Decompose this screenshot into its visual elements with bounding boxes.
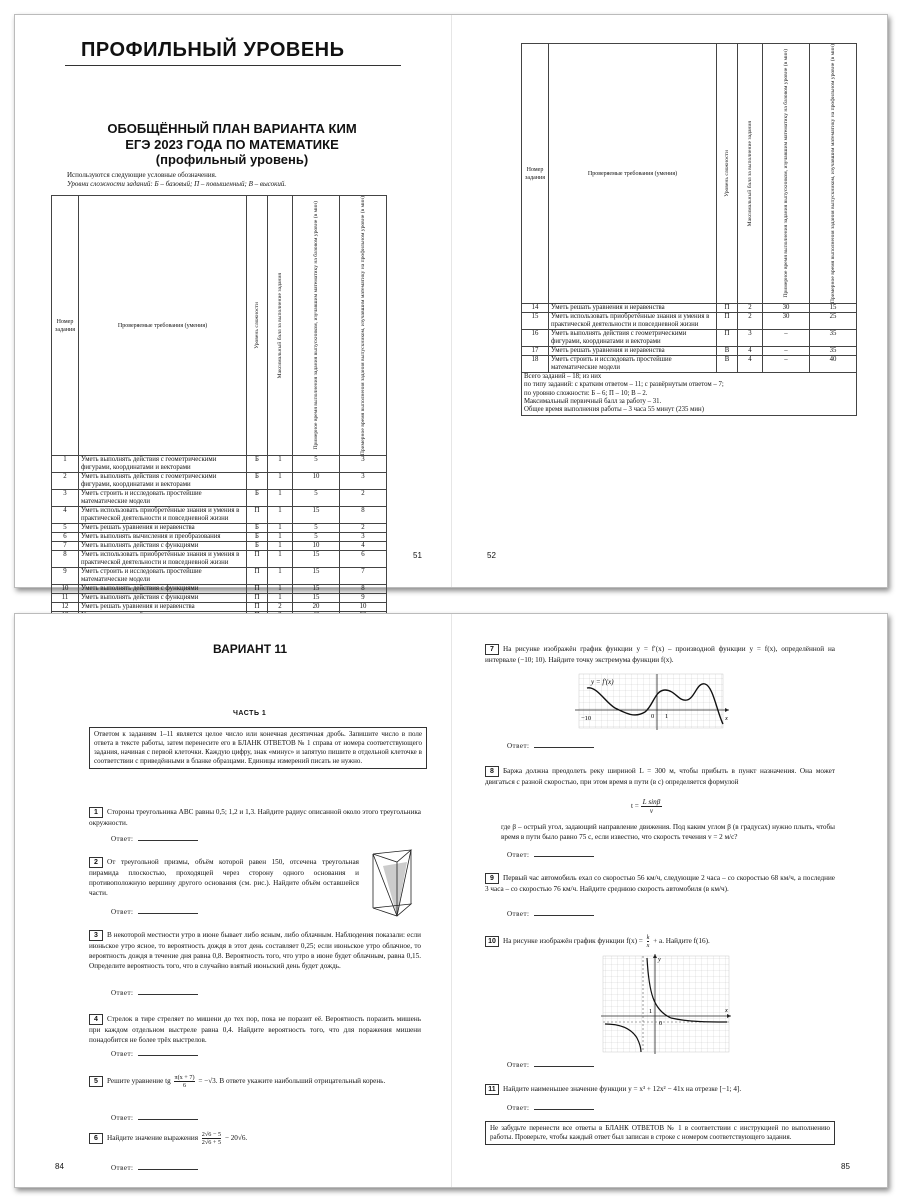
table-row bbox=[52, 533, 387, 542]
page-heading: ПРОФИЛЬНЫЙ УРОВЕНЬ bbox=[81, 39, 345, 61]
answer-field[interactable] bbox=[507, 742, 594, 750]
time-prof-cell: 8 bbox=[340, 585, 387, 594]
time-base-cell: 15 bbox=[293, 507, 340, 524]
level-cell: Б bbox=[247, 456, 268, 473]
time-prof-cell: 3 bbox=[340, 533, 387, 542]
task-number-cell: 4 bbox=[52, 507, 79, 524]
answer-line[interactable] bbox=[534, 1109, 594, 1110]
col-header-maxscore: Максимальный балл за выполнение задания bbox=[746, 120, 753, 227]
col-header-time-base: Примерное время выполнения задания выпускником, изучавшим математику на базовом уровне (в мин) bbox=[782, 49, 789, 298]
time-base-cell: 5 bbox=[293, 524, 340, 533]
answer-line[interactable] bbox=[138, 913, 198, 914]
summary-line: Общее время выполнения работы – 3 часа 55 минут (235 мин) bbox=[524, 406, 704, 414]
table-summary bbox=[522, 373, 857, 415]
requirement-cell: Уметь использовать приобретённые знания и умения в практической деятельности и повседневной жизни bbox=[79, 551, 247, 568]
graph-tick-zero: 0 bbox=[651, 713, 655, 720]
answer-label: Ответ: bbox=[507, 1104, 530, 1112]
table-row bbox=[52, 568, 387, 585]
level-cell: В bbox=[717, 356, 738, 373]
answer-line[interactable] bbox=[534, 915, 594, 916]
graph-tick-zero: 0 bbox=[659, 1020, 663, 1027]
maxscore-cell: 4 bbox=[738, 347, 763, 356]
hyperbola-graph bbox=[599, 952, 733, 1056]
task-8-continued bbox=[501, 822, 835, 842]
task-text: На рисунке изображён график функции y = f′(x) – производной функции y = f(x), определённой на интервале (−10; 10). Найдите точку экстремума функции f(x). bbox=[485, 645, 835, 664]
time-base-cell: 30 bbox=[763, 313, 810, 330]
time-prof-cell: 25 bbox=[810, 313, 857, 330]
col-header-time-prof: Примерное время выполнения задания выпускником, изучавшим математику на профильном уровне (в мин) bbox=[829, 44, 836, 304]
maxscore-cell: 1 bbox=[268, 524, 293, 533]
table-row bbox=[52, 585, 387, 594]
task-text: Первый час автомобиль ехал со скоростью 56 км/ч, следующие 2 часа – со скоростью 68 км/ч, а последние 3 часа – со скоростью 76 км/ч. Найдите среднюю скорость автомобиля (в км/ч). bbox=[485, 874, 835, 893]
answer-label: Ответ: bbox=[111, 908, 134, 916]
task-number-cell: 17 bbox=[522, 347, 549, 356]
table-row bbox=[52, 594, 387, 603]
fraction bbox=[647, 934, 650, 949]
maxscore-cell: 1 bbox=[268, 542, 293, 551]
fraction-numerator: 2√6 − 5 bbox=[201, 1131, 222, 1138]
task-number-cell: 7 bbox=[52, 542, 79, 551]
task-number-cell: 6 bbox=[52, 533, 79, 542]
task-3 bbox=[89, 930, 421, 971]
requirement-cell: Уметь выполнять действия с функциями bbox=[79, 594, 247, 603]
task-1 bbox=[89, 807, 421, 828]
task-number: 9 bbox=[485, 873, 499, 884]
level-cell: Б bbox=[247, 473, 268, 490]
requirement-cell: Уметь выполнять вычисления и преобразования bbox=[79, 533, 247, 542]
answer-field[interactable] bbox=[507, 1061, 594, 1069]
time-prof-cell: 10 bbox=[340, 603, 387, 612]
maxscore-cell: 2 bbox=[268, 603, 293, 612]
requirement-cell: Уметь решать уравнения и неравенства bbox=[549, 347, 717, 356]
maxscore-cell: 3 bbox=[738, 330, 763, 347]
fraction bbox=[174, 1074, 194, 1089]
requirement-cell: Уметь решать уравнения и неравенства bbox=[79, 603, 247, 612]
time-prof-cell: 8 bbox=[340, 507, 387, 524]
answer-label: Ответ: bbox=[507, 1061, 530, 1069]
task-text: Стороны треугольника ABC равны 0,5; 1,2 и 1,3. Найдите радиус описанной около этого треугольника окружности. bbox=[89, 808, 421, 827]
answer-label: Ответ: bbox=[111, 1164, 134, 1172]
fraction-numerator: k bbox=[646, 934, 650, 941]
plan-table-left bbox=[51, 195, 387, 629]
time-base-cell: 15 bbox=[293, 585, 340, 594]
task-number-cell: 14 bbox=[522, 304, 549, 313]
graph-axis-y: y bbox=[658, 956, 661, 963]
fraction-numerator: L sinβ bbox=[642, 798, 661, 806]
table-row bbox=[522, 356, 857, 373]
task-11 bbox=[485, 1084, 835, 1095]
summary-line: Всего заданий – 18; из них bbox=[524, 373, 602, 381]
task-number-cell: 9 bbox=[52, 568, 79, 585]
graph-axis-x: x bbox=[725, 715, 728, 722]
task-text-post: − 20√6. bbox=[224, 1134, 248, 1143]
task-6 bbox=[89, 1131, 421, 1146]
time-base-cell: – bbox=[763, 356, 810, 373]
level-cell: П bbox=[247, 551, 268, 568]
table-row bbox=[52, 456, 387, 473]
time-base-cell: 5 bbox=[293, 533, 340, 542]
time-base-cell: 5 bbox=[293, 456, 340, 473]
time-prof-cell: 9 bbox=[340, 594, 387, 603]
task-text: В некоторой местности утро в июне бывает либо ясным, либо облачным. Наблюдения показали: если июньское утро ясное, то вероятность дождя в этот день составляет 0,25; если июньское утро облачное, то вероятность дождя в течение дня равна 0,8. Вероятность того, что утро в июне будет облачным, равна 0,15. Определите вероятность того, что в случайно взятый июньский день будет дождь. bbox=[89, 931, 421, 970]
task-5 bbox=[89, 1074, 421, 1089]
level-cell: П bbox=[717, 313, 738, 330]
table-row bbox=[522, 313, 857, 330]
task-number-cell: 8 bbox=[52, 551, 79, 568]
answer-field[interactable] bbox=[111, 835, 198, 843]
requirement-cell: Уметь использовать приобретённые знания и умения в практической деятельности и повседневной жизни bbox=[79, 507, 247, 524]
answer-line[interactable] bbox=[534, 1066, 594, 1067]
final-note-box: Не забудьте перенести все ответы в БЛАНК ОТВЕТОВ № 1 в соответствии с инструкцией по выполнению работы. Проверьте, чтобы каждый ответ был записан в строке с номером соответствующего задания. bbox=[485, 1121, 835, 1145]
page-number: 84 bbox=[55, 1162, 64, 1171]
col-header-num: Номер задания bbox=[52, 196, 79, 456]
time-prof-cell: 15 bbox=[810, 304, 857, 313]
col-header-time-prof: Примерное время выполнения задания выпускником, изучавшим математику на профильном уровне (в мин) bbox=[359, 196, 366, 456]
page-gutter bbox=[451, 614, 452, 1187]
summary-line: Максимальный первичный балл за работу – 31. bbox=[524, 398, 662, 406]
time-base-cell: 10 bbox=[293, 473, 340, 490]
time-base-cell: – bbox=[763, 347, 810, 356]
requirement-cell: Уметь выполнять действия с геометрическими фигурами, координатами и векторами bbox=[79, 473, 247, 490]
maxscore-cell: 2 bbox=[738, 304, 763, 313]
table-row bbox=[52, 542, 387, 551]
task-text-post: + a. Найдите f(16). bbox=[653, 937, 710, 946]
task-number: 8 bbox=[485, 766, 499, 777]
answer-field[interactable] bbox=[111, 908, 198, 916]
task-number: 3 bbox=[89, 930, 103, 941]
graph-label: y = f′(x) bbox=[591, 678, 614, 686]
time-base-cell: 10 bbox=[293, 542, 340, 551]
task-text: где β – острый угол, задающий направление движения. Под каким углом β (в градусах) нужно плыть, чтобы время в пути было равно 75 с, если известно, что скорость течения v = 2 м/с? bbox=[501, 823, 835, 841]
intro-text bbox=[67, 171, 407, 189]
answer-line[interactable] bbox=[138, 840, 198, 841]
maxscore-cell: 2 bbox=[738, 313, 763, 330]
instructions-box: Ответом к заданиям 1–11 является целое число или конечная десятичная дробь. Запишите число в поле ответа в тексте работы, затем перенесите его в БЛАНК ОТВЕТОВ № 1 справа от номера соответствующего задания, начиная с первой клеточки. Каждую цифру, знак «минус» и запятую пишите в отдельной клеточке в соответствии с приведёнными в бланке образцами. Единицы измерений писать не нужно. bbox=[89, 727, 427, 769]
requirement-cell: Уметь выполнять действия с геометрическими фигурами, координатами и векторами bbox=[549, 330, 717, 347]
answer-label: Ответ: bbox=[111, 835, 134, 843]
answer-line[interactable] bbox=[138, 994, 198, 995]
table-row bbox=[52, 603, 387, 612]
level-cell: Б bbox=[247, 533, 268, 542]
col-header-maxscore: Максимальный балл за выполнение задания bbox=[276, 272, 283, 379]
maxscore-cell: 1 bbox=[268, 594, 293, 603]
page-number: 52 bbox=[487, 551, 496, 560]
plan-title bbox=[65, 121, 399, 168]
task-number: 5 bbox=[89, 1076, 103, 1087]
fraction-denominator: 6 bbox=[182, 1082, 187, 1089]
answer-field[interactable] bbox=[507, 910, 594, 918]
formula-lhs: t = bbox=[631, 802, 639, 811]
requirement-cell: Уметь строить и исследовать простейшие математические модели bbox=[79, 490, 247, 507]
task-number-cell: 5 bbox=[52, 524, 79, 533]
level-cell: В bbox=[717, 347, 738, 356]
page-number: 85 bbox=[841, 1162, 850, 1171]
intro-levels: Уровни сложности заданий: Б – базовый; П – повышенный; В – высокий. bbox=[67, 180, 287, 188]
table-row bbox=[52, 473, 387, 490]
maxscore-cell: 1 bbox=[268, 551, 293, 568]
summary-line: по типу заданий: с кратким ответом – 11; с развёрнутым ответом – 7; bbox=[524, 381, 724, 389]
prism-figure bbox=[367, 846, 421, 924]
table-row bbox=[522, 330, 857, 347]
maxscore-cell: 1 bbox=[268, 533, 293, 542]
time-base-cell: 15 bbox=[293, 551, 340, 568]
fraction bbox=[641, 798, 663, 815]
task-text: Найдите наименьшее значение функции y = x³ + 12x² − 41x на отрезке [−1; 4]. bbox=[503, 1085, 742, 1093]
intro-line: Используются следующие условные обозначения. bbox=[67, 171, 217, 179]
answer-label: Ответ: bbox=[507, 742, 530, 750]
level-cell: П bbox=[247, 603, 268, 612]
answer-line[interactable] bbox=[138, 1169, 198, 1170]
task-text-pre: Найдите значение выражения bbox=[107, 1134, 198, 1143]
requirement-cell: Уметь строить и исследовать простейшие математические модели bbox=[79, 568, 247, 585]
bottom-spread bbox=[14, 613, 888, 1188]
level-cell: Б bbox=[247, 542, 268, 551]
task-number: 7 bbox=[485, 644, 499, 655]
answer-label: Ответ: bbox=[111, 989, 134, 997]
time-base-cell: 15 bbox=[293, 568, 340, 585]
col-header-req: Проверяемые требования (умения) bbox=[79, 196, 247, 456]
answer-label: Ответ: bbox=[111, 1114, 134, 1122]
table-row bbox=[522, 304, 857, 313]
answer-field[interactable] bbox=[507, 1104, 594, 1112]
variant-title: ВАРИАНТ 11 bbox=[213, 642, 288, 656]
time-prof-cell: 3 bbox=[340, 473, 387, 490]
answer-field[interactable] bbox=[111, 1114, 198, 1122]
maxscore-cell: 1 bbox=[268, 585, 293, 594]
time-prof-cell: 6 bbox=[340, 551, 387, 568]
level-cell: Б bbox=[247, 524, 268, 533]
task-text: От треугольной призмы, объём которой равен 150, отсечена треугольная пирамида плоскостью, проходящей через сторону одного основания и противоположную вершину другого основания (см. рис.). Найдите объём оставшейся части. bbox=[89, 858, 359, 897]
fraction-denominator: v bbox=[649, 807, 654, 815]
task-number-cell: 1 bbox=[52, 456, 79, 473]
task-number: 4 bbox=[89, 1014, 103, 1025]
answer-line[interactable] bbox=[534, 747, 594, 748]
time-prof-cell: 7 bbox=[340, 568, 387, 585]
task-number: 11 bbox=[485, 1084, 499, 1095]
maxscore-cell: 4 bbox=[738, 356, 763, 373]
col-header-time-base: Примерное время выполнения задания выпускником, изучавшим математику на базовом уровне (в мин) bbox=[312, 201, 319, 450]
graph-axis-x: x bbox=[725, 1007, 728, 1014]
task-number: 1 bbox=[89, 807, 103, 818]
task-number-cell: 12 bbox=[52, 603, 79, 612]
level-cell: П bbox=[247, 594, 268, 603]
task-text: Стрелок в тире стреляет по мишени до тех пор, пока не поразит её. Вероятность поразить мишень при каждом отдельном выстреле равна 0,4. Найдите вероятность того, что для поражения мишени понадобится не более трёх выстрелов. bbox=[89, 1015, 421, 1044]
time-prof-cell: 2 bbox=[340, 490, 387, 507]
table-row bbox=[52, 551, 387, 568]
answer-field[interactable] bbox=[111, 989, 198, 997]
derivative-graph bbox=[571, 672, 733, 732]
task-7 bbox=[485, 644, 835, 665]
table-row bbox=[52, 524, 387, 533]
table-row bbox=[522, 347, 857, 356]
task-10 bbox=[485, 934, 835, 949]
fraction bbox=[202, 1131, 221, 1146]
time-base-cell: 5 bbox=[293, 490, 340, 507]
answer-field[interactable] bbox=[111, 1164, 198, 1172]
task-number-cell: 3 bbox=[52, 490, 79, 507]
level-cell: П bbox=[247, 585, 268, 594]
level-cell: П bbox=[247, 568, 268, 585]
requirement-cell: Уметь решать уравнения и неравенства bbox=[549, 304, 717, 313]
time-prof-cell: 4 bbox=[340, 542, 387, 551]
col-header-num: Номер задания bbox=[522, 44, 549, 304]
time-prof-cell: 40 bbox=[810, 356, 857, 373]
table-row bbox=[52, 490, 387, 507]
maxscore-cell: 1 bbox=[268, 473, 293, 490]
requirement-cell: Уметь выполнять действия с функциями bbox=[79, 542, 247, 551]
task-number-cell: 16 bbox=[522, 330, 549, 347]
task-number: 10 bbox=[485, 936, 499, 947]
task-text-post: = −√3. В ответе укажите наибольший отрицательный корень. bbox=[198, 1077, 386, 1086]
fraction-denominator: 2√6 + 5 bbox=[201, 1139, 222, 1146]
requirement-cell: Уметь решать уравнения и неравенства bbox=[79, 524, 247, 533]
heading-rule bbox=[65, 65, 401, 66]
level-cell: П bbox=[247, 507, 268, 524]
maxscore-cell: 1 bbox=[268, 568, 293, 585]
top-spread bbox=[14, 14, 888, 611]
requirement-cell: Уметь строить и исследовать простейшие математические модели bbox=[549, 356, 717, 373]
page-gutter bbox=[451, 15, 452, 587]
task-number-cell: 15 bbox=[522, 313, 549, 330]
answer-line[interactable] bbox=[138, 1119, 198, 1120]
time-base-cell: – bbox=[763, 330, 810, 347]
level-cell: П bbox=[717, 330, 738, 347]
col-header-level: Уровень сложности bbox=[723, 150, 730, 197]
plan-title-line: ОБОБЩЁННЫЙ ПЛАН ВАРИАНТА КИМ bbox=[107, 121, 357, 136]
task-2 bbox=[89, 857, 359, 898]
time-base-cell: 30 bbox=[763, 304, 810, 313]
task-9 bbox=[485, 873, 835, 894]
level-cell: Б bbox=[247, 490, 268, 507]
answer-field[interactable] bbox=[111, 1050, 198, 1058]
fraction-numerator: π(x + 7) bbox=[174, 1074, 195, 1081]
task-number: 6 bbox=[89, 1133, 103, 1144]
task-4 bbox=[89, 1014, 421, 1045]
time-base-cell: 20 bbox=[293, 603, 340, 612]
time-prof-cell: 35 bbox=[810, 347, 857, 356]
requirement-cell: Уметь выполнять действия с функциями bbox=[79, 585, 247, 594]
maxscore-cell: 1 bbox=[268, 507, 293, 524]
task-number-cell: 11 bbox=[52, 594, 79, 603]
maxscore-cell: 1 bbox=[268, 490, 293, 507]
answer-label: Ответ: bbox=[507, 851, 530, 859]
fraction-denominator: x bbox=[646, 942, 650, 949]
task-number-cell: 2 bbox=[52, 473, 79, 490]
plan-title-line: ЕГЭ 2023 ГОДА ПО МАТЕМАТИКЕ bbox=[125, 136, 339, 152]
graph-tick-one: 1 bbox=[665, 713, 669, 720]
plan-table-right bbox=[521, 43, 857, 416]
graph-tick-one: 1 bbox=[649, 1008, 653, 1015]
answer-line[interactable] bbox=[534, 856, 594, 857]
part-title: ЧАСТЬ 1 bbox=[233, 710, 267, 717]
task-text: Баржа должна преодолеть реку шириной L = 300 м, чтобы прибыть в пункт назначения. Она может двигаться с разной скоростью, при этом время в пути (в с) определяется формулой bbox=[485, 767, 835, 786]
answer-label: Ответ: bbox=[507, 910, 530, 918]
task-text-pre: Решите уравнение tg bbox=[107, 1077, 171, 1086]
requirement-cell: Уметь выполнять действия с геометрическими фигурами, координатами и векторами bbox=[79, 456, 247, 473]
maxscore-cell: 1 bbox=[268, 456, 293, 473]
page-number: 51 bbox=[413, 551, 422, 560]
task-text-pre: На рисунке изображён график функции f(x) = bbox=[503, 937, 643, 946]
plan-title-line: (профильный уровень) bbox=[155, 152, 309, 167]
task-number-cell: 10 bbox=[52, 585, 79, 594]
time-prof-cell: 2 bbox=[340, 524, 387, 533]
task-8 bbox=[485, 766, 835, 787]
col-header-level: Уровень сложности bbox=[253, 302, 260, 349]
table-row bbox=[52, 507, 387, 524]
answer-label: Ответ: bbox=[111, 1050, 134, 1058]
requirement-cell: Уметь использовать приобретённые знания и умения в практической деятельности и повседневной жизни bbox=[549, 313, 717, 330]
time-prof-cell: 35 bbox=[810, 330, 857, 347]
answer-line[interactable] bbox=[138, 1055, 198, 1056]
time-base-cell: 15 bbox=[293, 594, 340, 603]
time-prof-cell: 3 bbox=[340, 456, 387, 473]
col-header-req: Проверяемые требования (умения) bbox=[549, 44, 717, 304]
answer-field[interactable] bbox=[507, 851, 594, 859]
graph-tick-neg: −10 bbox=[581, 715, 592, 722]
formula bbox=[631, 798, 662, 815]
task-number: 2 bbox=[89, 857, 103, 868]
summary-line: по уровню сложности: Б – 6; П – 10; В – 2. bbox=[524, 389, 648, 397]
level-cell: П bbox=[717, 304, 738, 313]
task-number-cell: 18 bbox=[522, 356, 549, 373]
